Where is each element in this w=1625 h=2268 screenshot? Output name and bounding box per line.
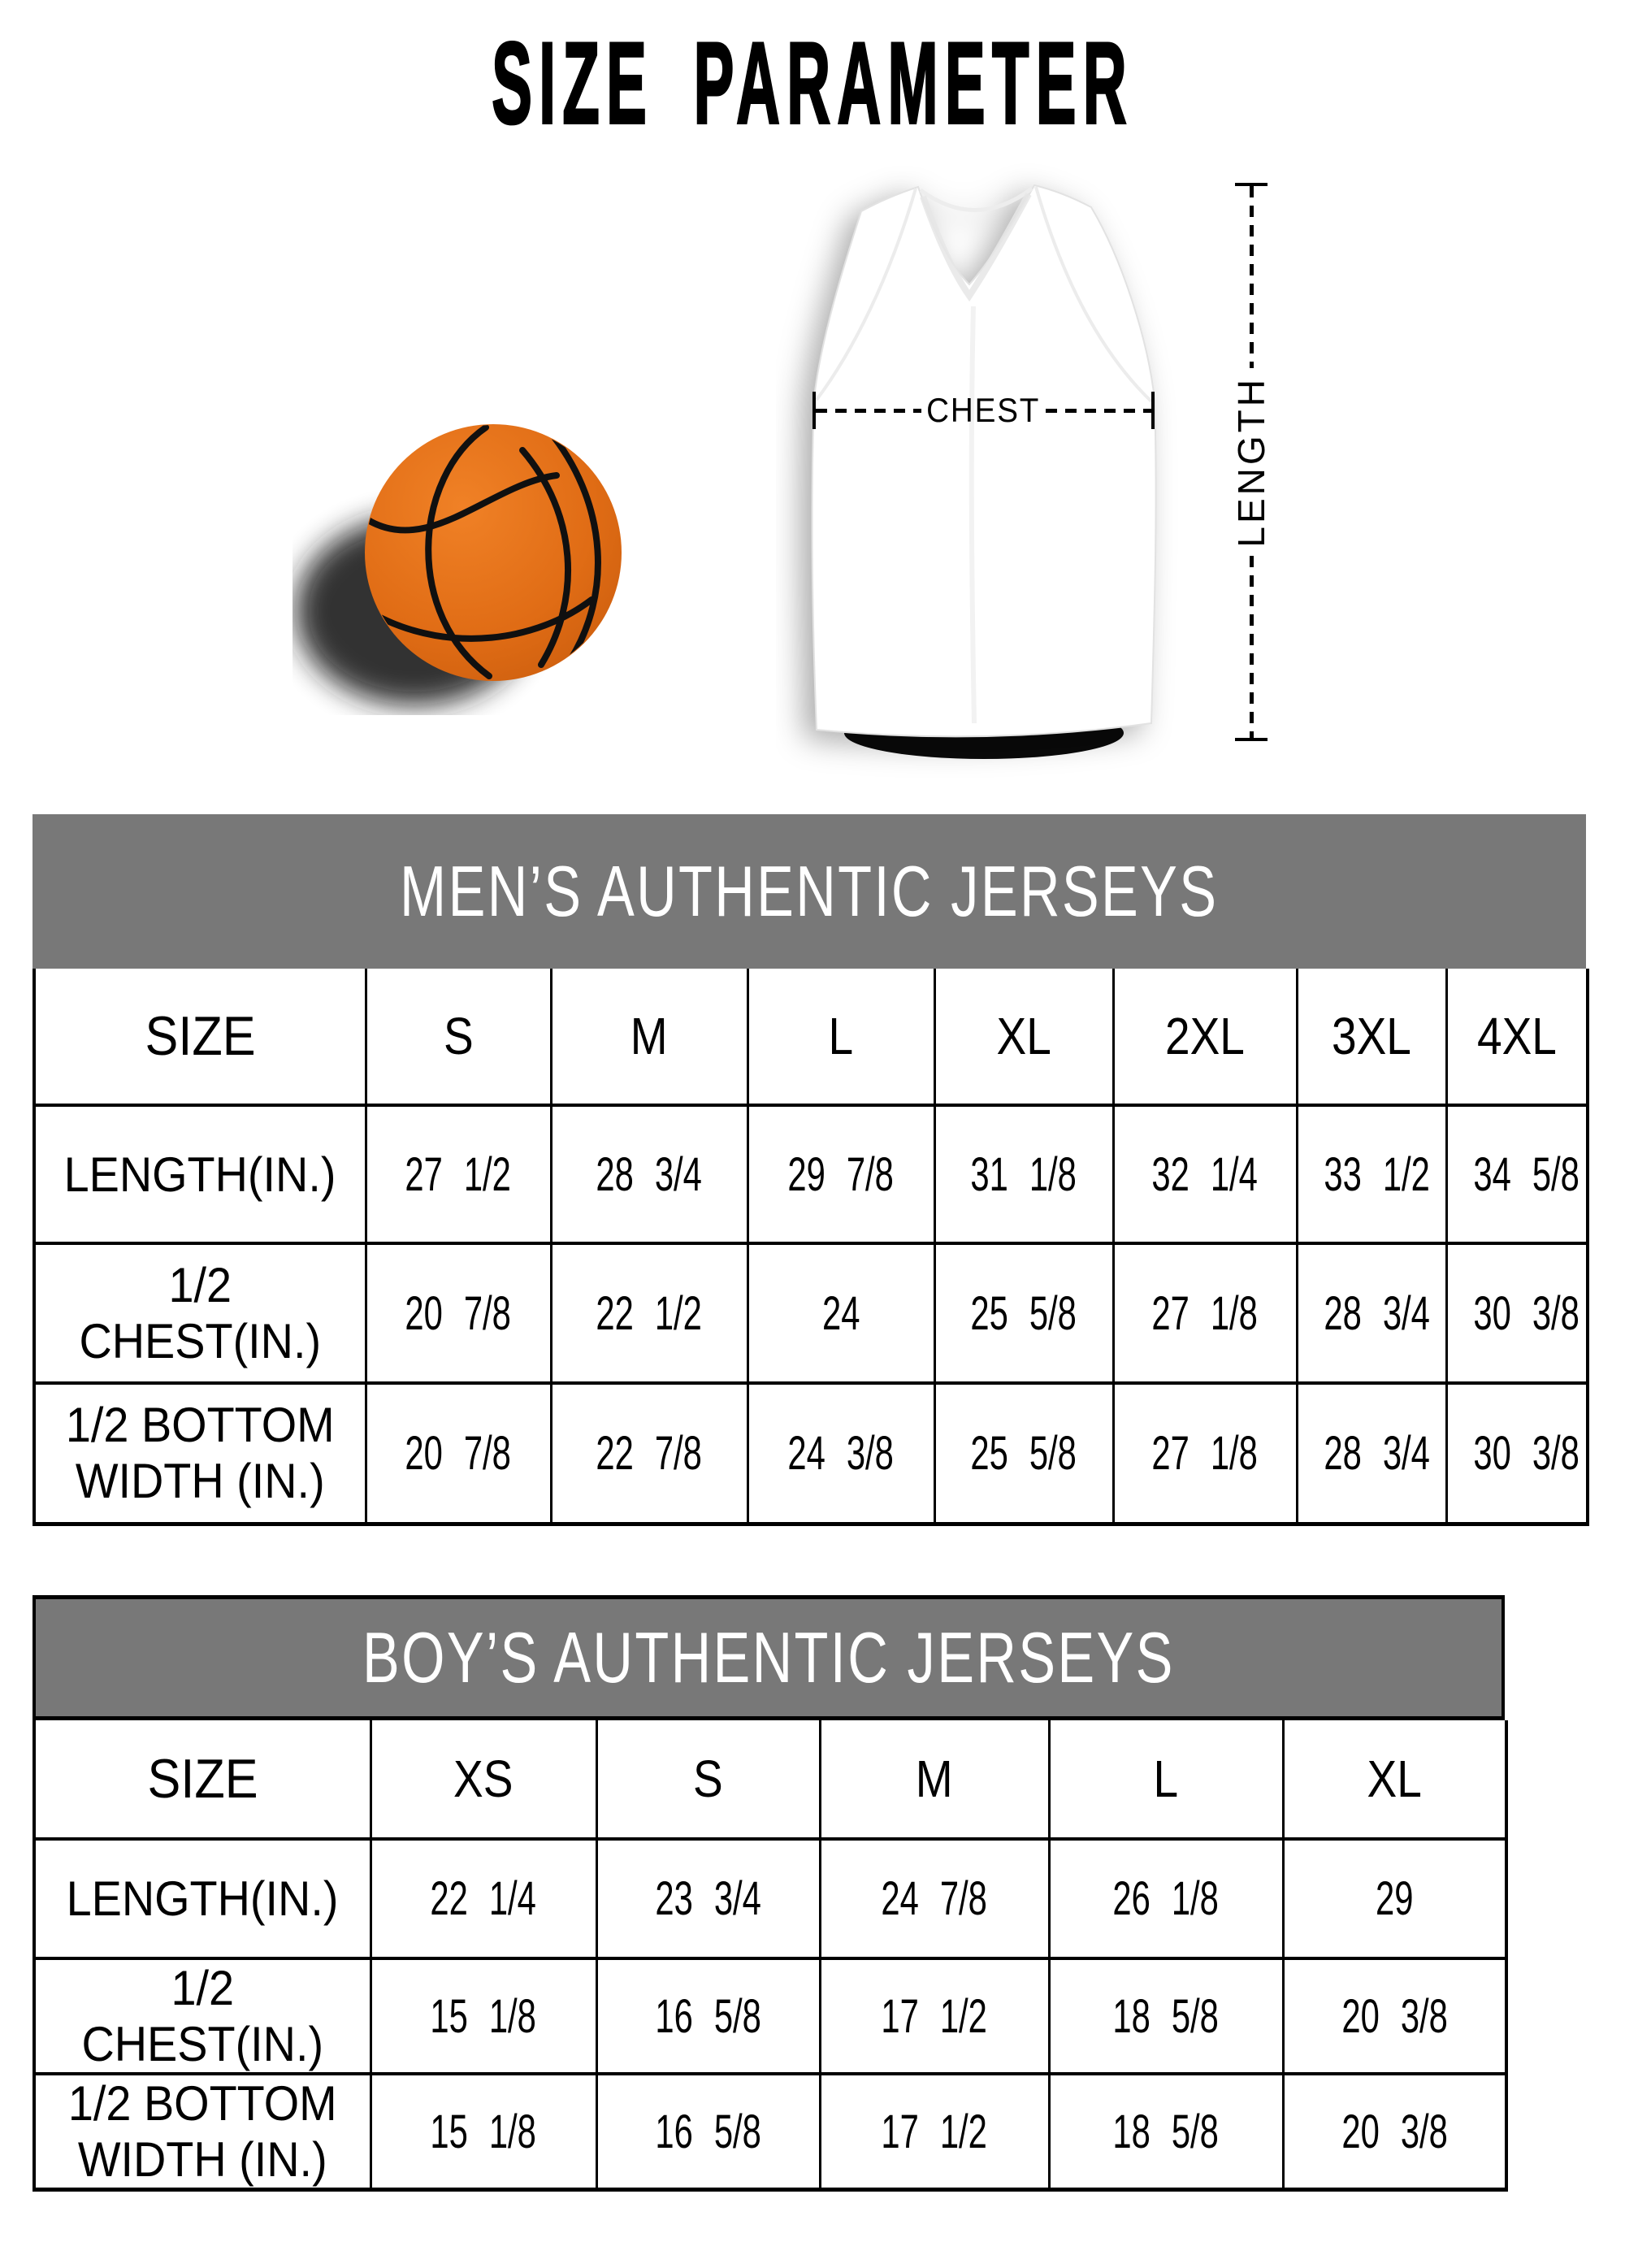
- size-header-text: S: [443, 1007, 474, 1065]
- mens-size-header: [366, 969, 551, 1105]
- boys-table-title: BOY’S AUTHENTIC JERSEYS: [362, 1617, 1175, 1698]
- value-cell: [596, 1958, 820, 2074]
- chest-dimension-label: CHEST: [926, 391, 1041, 429]
- value-cell: [748, 1383, 934, 1524]
- size-header-text: L: [1153, 1750, 1179, 1808]
- value-cell: [596, 1839, 820, 1958]
- size-header-text: 2XL: [1165, 1007, 1245, 1065]
- value-cell: [1113, 1105, 1297, 1243]
- value-cell: [748, 1105, 934, 1243]
- value-cell: [1446, 1105, 1588, 1243]
- cell-value: 25 5/8: [970, 1426, 1077, 1480]
- page-title-text: SIZE PARAMETER: [492, 19, 1133, 149]
- cell-value: 16 5/8: [655, 1989, 761, 2043]
- basketball-image: [292, 374, 650, 715]
- row-label: LENGTH(IN.): [66, 1871, 339, 1926]
- value-cell: [370, 1839, 596, 1958]
- value-cell: [1446, 1243, 1588, 1383]
- chest-dashed-line-right: [1046, 409, 1151, 413]
- size-header-text: L: [828, 1007, 854, 1065]
- page-title: [0, 19, 1625, 149]
- value-cell: [1283, 1839, 1506, 1958]
- value-cell: [820, 2074, 1049, 2190]
- cell-value: 28 3/4: [1323, 1286, 1430, 1340]
- row-label-cell: [34, 1839, 370, 1958]
- cell-value: 33 1/2: [1323, 1147, 1430, 1201]
- cell-value: 24 3/8: [787, 1426, 895, 1480]
- jersey-image: [776, 156, 1182, 778]
- cell-value: 26 1/8: [1112, 1872, 1220, 1925]
- size-header-text: 3XL: [1332, 1007, 1411, 1065]
- boys-size-header: [370, 1720, 596, 1839]
- size-column-label: SIZE: [145, 1005, 256, 1067]
- mens-size-header: [1297, 969, 1446, 1105]
- mens-header-row: [34, 969, 1588, 1105]
- value-cell: [1049, 1958, 1283, 2074]
- boys-size-header: [820, 1720, 1049, 1839]
- value-cell: [934, 1105, 1113, 1243]
- mens-table-header-band: [32, 814, 1586, 969]
- chest-right-tick: [1151, 392, 1155, 429]
- boys-size-header: [1283, 1720, 1506, 1839]
- value-cell: [934, 1243, 1113, 1383]
- value-cell: [366, 1105, 551, 1243]
- length-dashed-line-top: [1250, 186, 1254, 368]
- mens-size-header: [551, 969, 748, 1105]
- cell-value: 17 1/2: [881, 2105, 988, 2158]
- mens-size-header: [1113, 969, 1297, 1105]
- value-cell: [1049, 1839, 1283, 1958]
- cell-value: 27 1/8: [1151, 1426, 1259, 1480]
- cell-value: 34 5/8: [1472, 1147, 1580, 1201]
- chest-dashed-line-left: [816, 409, 921, 413]
- cell-value: 25 5/8: [970, 1286, 1077, 1340]
- boys-table-header-band: [32, 1595, 1505, 1720]
- boys-bottom-width-row: [34, 2074, 1506, 2190]
- row-label: 1/2 BOTTOM WIDTH (IN.): [65, 1398, 335, 1509]
- cell-value: 15 1/8: [430, 2105, 537, 2158]
- value-cell: [366, 1243, 551, 1383]
- row-label-cell: [34, 2074, 370, 2190]
- row-label: 1/2 CHEST(IN.): [79, 1258, 322, 1368]
- cell-value: 24: [821, 1286, 860, 1340]
- value-cell: [1297, 1383, 1446, 1524]
- row-label-cell: [34, 1105, 366, 1243]
- boys-size-label-cell: [34, 1720, 370, 1839]
- size-header-text: XL: [996, 1007, 1051, 1065]
- boys-size-header: [1049, 1720, 1283, 1839]
- value-cell: [551, 1383, 748, 1524]
- value-cell: [370, 1958, 596, 2074]
- cell-value: 24 7/8: [881, 1872, 988, 1925]
- value-cell: [551, 1243, 748, 1383]
- cell-value: 22 1/4: [430, 1872, 537, 1925]
- cell-value: 16 5/8: [655, 2105, 761, 2158]
- length-bottom-tick: [1235, 738, 1268, 741]
- row-label-cell: [34, 1383, 366, 1524]
- cell-value: 23 3/4: [655, 1872, 761, 1925]
- mens-size-label-cell: [34, 969, 366, 1105]
- cell-value: 29 7/8: [787, 1147, 895, 1201]
- cell-value: 31 1/8: [970, 1147, 1077, 1201]
- value-cell: [1283, 2074, 1506, 2190]
- cell-value: 20 7/8: [405, 1426, 512, 1480]
- size-header-text: XS: [453, 1750, 514, 1808]
- mens-chest-row: [34, 1243, 1588, 1383]
- length-dashed-line-bottom: [1250, 556, 1254, 738]
- cell-value: 22 7/8: [596, 1426, 703, 1480]
- size-column-label: SIZE: [147, 1748, 258, 1810]
- value-cell: [1446, 1383, 1588, 1524]
- value-cell: [820, 1958, 1049, 2074]
- value-cell: [370, 2074, 596, 2190]
- jersey-body: [812, 185, 1155, 736]
- row-label: 1/2 CHEST(IN.): [81, 1961, 324, 2071]
- size-header-text: M: [630, 1007, 668, 1065]
- cell-value: 18 5/8: [1112, 2105, 1220, 2158]
- value-cell: [934, 1383, 1113, 1524]
- cell-value: 15 1/8: [430, 1989, 537, 2043]
- cell-value: 29: [1376, 1872, 1414, 1925]
- row-label: 1/2 BOTTOM WIDTH (IN.): [67, 2076, 337, 2187]
- cell-value: 32 1/4: [1151, 1147, 1259, 1201]
- mens-size-header: [1446, 969, 1588, 1105]
- cell-value: 28 3/4: [596, 1147, 703, 1201]
- mens-bottom-width-row: [34, 1383, 1588, 1524]
- cell-value: 30 3/8: [1472, 1286, 1580, 1340]
- boys-header-row: [34, 1720, 1506, 1839]
- row-label: LENGTH(IN.): [63, 1147, 336, 1202]
- size-header-text: 4XL: [1476, 1007, 1557, 1065]
- mens-size-table: [32, 969, 1589, 1526]
- boys-size-header: [596, 1720, 820, 1839]
- cell-value: 20 3/8: [1341, 2105, 1448, 2158]
- cell-value: 17 1/2: [881, 1989, 988, 2043]
- cell-value: 22 1/2: [596, 1286, 703, 1340]
- mens-table-title: MEN’S AUTHENTIC JERSEYS: [400, 851, 1219, 931]
- mens-size-header: [748, 969, 934, 1105]
- cell-value: 27 1/8: [1151, 1286, 1259, 1340]
- length-dimension-annotation: [1232, 183, 1271, 741]
- mens-size-header: [934, 969, 1113, 1105]
- value-cell: [1113, 1243, 1297, 1383]
- cell-value: 18 5/8: [1112, 1989, 1220, 2043]
- row-label-cell: [34, 1958, 370, 2074]
- value-cell: [551, 1105, 748, 1243]
- cell-value: 28 3/4: [1323, 1426, 1430, 1480]
- boys-size-table: [32, 1720, 1508, 2192]
- value-cell: [596, 2074, 820, 2190]
- row-label-cell: [34, 1243, 366, 1383]
- cell-value: 20 3/8: [1341, 1989, 1448, 2043]
- boys-length-row: [34, 1839, 1506, 1958]
- value-cell: [1297, 1105, 1446, 1243]
- value-cell: [748, 1243, 934, 1383]
- length-dimension-label: LENGTH: [1230, 376, 1272, 548]
- size-header-text: XL: [1367, 1750, 1422, 1808]
- value-cell: [1113, 1383, 1297, 1524]
- value-cell: [820, 1839, 1049, 1958]
- cell-value: 20 7/8: [405, 1286, 512, 1340]
- cell-value: 30 3/8: [1472, 1426, 1580, 1480]
- mens-length-row: [34, 1105, 1588, 1243]
- value-cell: [366, 1383, 551, 1524]
- boys-chest-row: [34, 1958, 1506, 2074]
- chest-dimension-annotation: [812, 392, 1155, 429]
- size-header-text: M: [916, 1750, 953, 1808]
- size-header-text: S: [693, 1750, 723, 1808]
- cell-value: 27 1/2: [405, 1147, 512, 1201]
- value-cell: [1283, 1958, 1506, 2074]
- value-cell: [1049, 2074, 1283, 2190]
- value-cell: [1297, 1243, 1446, 1383]
